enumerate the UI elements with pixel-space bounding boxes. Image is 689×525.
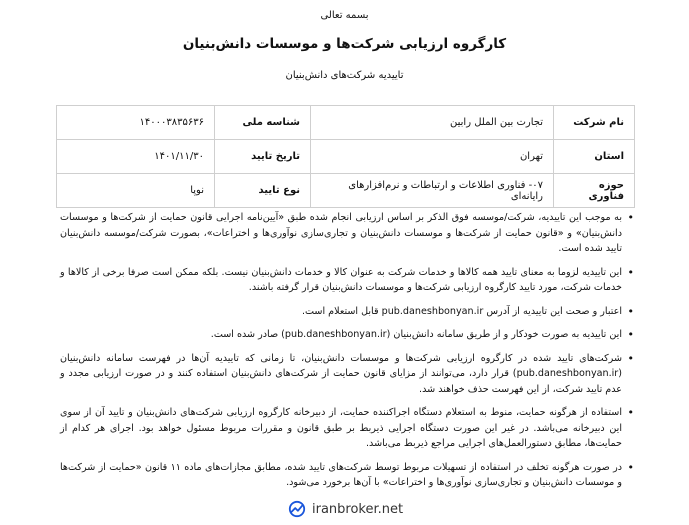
list-item: • این تاییدیه به صورت خودکار و از طریق سامانه دانش‌بنیان (pub.daneshbonyan.ir) صادر شده است. (60, 327, 634, 343)
list-item: • این تاییدیه لزوما به معنای تایید همه کالاها و خدمات شرکت به عنوان کالا و خدمات دانش‌بنیان نیست. بلکه ممکن است صرفا برخی از کالاها و خدمات شرکت، مورد تایید کارگروه ارزیابی شرکت‌ها و موسسات دانش‌بنیان قرار گرفته باشند. (60, 265, 634, 296)
notes-list (60, 210, 634, 499)
label-national-id: شناسه ملی (215, 106, 311, 140)
table-row (57, 174, 635, 208)
value-national-id: ۱۴۰۰۰۳۸۳۵۶۳۶ (57, 106, 215, 140)
label-province: استان (554, 140, 635, 174)
value-technology-field: ۰۷- فناوری اطلاعات و ارتباطات و نرم‌افزارهای رایانه‌ای (311, 174, 554, 208)
page-subtitle: تاییدیه شرکت‌های دانش‌بنیان (285, 70, 404, 81)
basmala: بسمه تعالی (320, 10, 369, 21)
label-company-name: نام شرکت (554, 106, 635, 140)
list-item: • استفاده از هرگونه حمایت، منوط به استعلام دستگاه اجراکننده حمایت، از دبیرخانه کارگروه ارزیابی شرکت‌های دانش‌بنیان و تایید آن از سوی این دبیرخانه می‌باشد. در غیر این صورت دستگاه اجرایی ذیربط بر طبق قانون و مقررات مربوط مسئول خواهد بود. اجرای هر کدام از حمایت‌ها، مطابق دستورالعمل‌های اجرایی مراجع ذیربط می‌باشد. (60, 405, 634, 452)
page-title: کارگروه ارزیابی شرکت‌ها و موسسات دانش‌بنیان (182, 36, 507, 52)
label-approval-date: تاریخ تایید (215, 140, 311, 174)
label-technology-field: حوزه فناوری (554, 174, 635, 208)
watermark-text: iranbroker.net (312, 501, 404, 517)
list-item: • به موجب این تاییدیه، شرکت/موسسه فوق الذکر بر اساس ارزیابی انجام شده طبق «آیین‌نامه اجرایی قانون حمایت از شرکت‌ها و موسسات دانش‌بنیان» و «قانون حمایت از شرکت‌ها و موسسات دانش‌بنیان و تجاری‌سازی نوآوری‌ها و اختراعات»، بصورت شرکت/موسسه دانش‌بنیان تایید شده است. (60, 210, 634, 257)
list-item: • در صورت هرگونه تخلف در استفاده از تسهیلات مربوط توسط شرکت‌های تایید شده، مطابق مجازات‌های ماده ۱۱ قانون «حمایت از شرکت‌ها و موسسات دانش‌بنیان و تجاری‌سازی نوآوری‌ها و اختراعات» با آن‌ها برخورد می‌شود. (60, 460, 634, 491)
value-province: تهران (311, 140, 554, 174)
chart-logo-icon (288, 500, 306, 518)
list-item: • اعتبار و صحت این تاییدیه از آدرس pub.daneshbonyan.ir قابل استعلام است. (60, 304, 634, 320)
table-row (57, 106, 635, 140)
value-approval-date: ۱۴۰۱/۱۱/۳۰ (57, 140, 215, 174)
watermark (288, 500, 403, 518)
label-approval-type: نوع تایید (215, 174, 311, 208)
value-approval-type: نوپا (57, 174, 215, 208)
value-company-name: تجارت بین الملل رابین (311, 106, 554, 140)
company-info-table (56, 105, 635, 208)
list-item: • شرکت‌های تایید شده در کارگروه ارزیابی شرکت‌ها و موسسات دانش‌بنیان، تا زمانی که تاییدیه آن‌ها در فهرست سامانه دانش‌بنیان (pub.daneshbonyan.ir) قرار دارد، می‌توانند از مزایای قانون حمایت از شرکت‌های دانش‌بنیان استفاده کنند و در صورت ارزیابی مجدد و عدم تایید شرکت، از این فهرست حذف خواهند شد. (60, 351, 634, 398)
table-row (57, 140, 635, 174)
